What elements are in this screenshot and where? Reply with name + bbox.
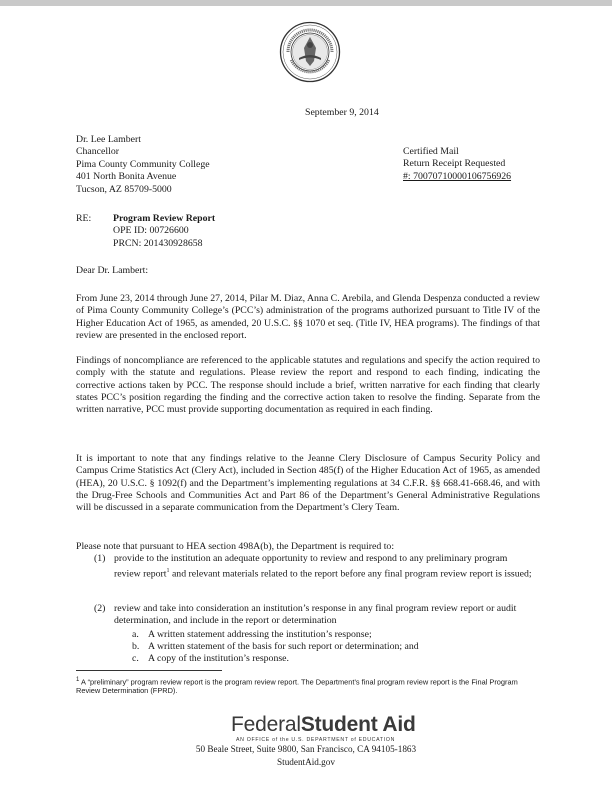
footer-website: StudentAid.gov: [277, 757, 335, 767]
letter-date: September 9, 2014: [305, 107, 379, 118]
salutation: Dear Dr. Lambert:: [76, 265, 149, 276]
list-item: [94, 603, 534, 628]
sublist-marker: a.: [132, 629, 139, 640]
sublist-item: [132, 641, 419, 652]
ope-id: OPE ID: 00726600: [113, 225, 189, 237]
recipient-line: Tucson, AZ 85709-5000: [76, 183, 172, 195]
recipient-address: [76, 134, 210, 196]
paragraph-requirements-intro: Please note that pursuant to HEA section 498A(b), the Department is required to:: [76, 541, 395, 552]
mail-line: Return Receipt Requested: [403, 158, 506, 170]
federal-student-aid-logo: [231, 713, 416, 737]
paragraph-review-summary: From June 23, 2014 through June 27, 2014, Pilar M. Diaz, Anna C. Arebila, and Glenda Despenza conducted a review of Pima County Community College’s (PCC’s) administration of the programs authorized pursuant to Title IV of the Higher Education Act of 1965, as amended, 20 U.S.C. §§ 1070 et seq. (Title IV, HEA programs). The findings of that review are presented in the enclosed report.: [76, 293, 540, 341]
prcn: PRCN: 201430928658: [113, 237, 203, 249]
certified-mail-block: [403, 146, 511, 183]
logo-tagline: AN OFFICE of the U.S. DEPARTMENT of EDUCATION: [236, 737, 396, 743]
list-item-text: and relevant materials related to the report before any final program review report is issued;: [169, 568, 532, 580]
recipient-line: 401 North Bonita Avenue: [76, 171, 177, 183]
re-title: Program Review Report: [113, 213, 216, 224]
footnote-divider: [76, 670, 222, 671]
footer-address: 50 Beale Street, Suite 9800, San Francisco, CA 94105-1863: [195, 744, 417, 754]
footnote-reference: 1: [166, 568, 170, 575]
scan-top-edge: [0, 0, 612, 6]
sublist-text: A copy of the institution’s response.: [148, 653, 289, 664]
sublist-item: [132, 629, 372, 640]
list-item-text: provide to the institution an adequate opportunity to review and respond to any preliminary program review report: [114, 553, 508, 580]
list-item: [94, 553, 534, 581]
recipient-line: Dr. Lee Lambert: [76, 134, 142, 145]
sublist-item: [132, 653, 289, 664]
mail-tracking-number: #: 70070710000106756926: [403, 170, 512, 182]
logo-word-federal: Federal: [231, 713, 301, 736]
list-item-text: review and take into consideration an institution’s response in any final program review report or audit determination, and include in the report or determination: [114, 603, 517, 627]
footnote-text: A “preliminary” program review report is the program review report. The Department’s final program review report is the Final Program Review Determination (FPRD).: [76, 677, 518, 696]
list-marker: (1): [94, 553, 106, 564]
department-of-education-seal-icon: [279, 21, 341, 83]
footnote-marker: 1: [76, 677, 80, 683]
sublist-marker: c.: [132, 653, 139, 664]
re-label: RE:: [76, 213, 92, 224]
logo-word-student-aid: Student Aid: [300, 713, 416, 736]
list-marker: (2): [94, 603, 106, 614]
paragraph-clery-act: It is important to note that any findings relative to the Jeanne Clery Disclosure of Campus Security Policy and Campus Crime Statistics Act (Clery Act), included in Section 485(f) of the Higher Education Act of 1965, as amended (HEA), 20 U.S.C. § 1092(f) and the Department’s implementing regulations at 34 C.F.R. §§ 668.41-668.46, and with the Drug-Free Schools and Communities Act and Part 86 of the Department’s General Administrative Regulations will be discussed in a separate communication from the Department’s Clery Team.: [76, 453, 540, 514]
sublist-marker: b.: [132, 641, 140, 652]
recipient-line: Pima County Community College: [76, 158, 210, 170]
mail-line: Certified Mail: [403, 146, 459, 157]
paragraph-findings: Findings of noncompliance are referenced to the applicable statutes and regulations and specify the action required to comply with the statute and regulations. Please review the report and respond to each finding, indicating the corrective actions taken by PCC. The response should include a brief, written narrative for each finding that clearly states PCC’s position regarding the finding and the corrective action taken to resolve the finding. Separate from the written narrative, PCC must provide supporting documentation as required in each finding.: [76, 355, 540, 416]
sublist-text: A written statement addressing the institution’s response;: [148, 629, 372, 640]
recipient-line: Chancellor: [76, 146, 119, 158]
sublist-text: A written statement of the basis for such report or determination; and: [148, 641, 419, 652]
footnote: [76, 676, 536, 695]
